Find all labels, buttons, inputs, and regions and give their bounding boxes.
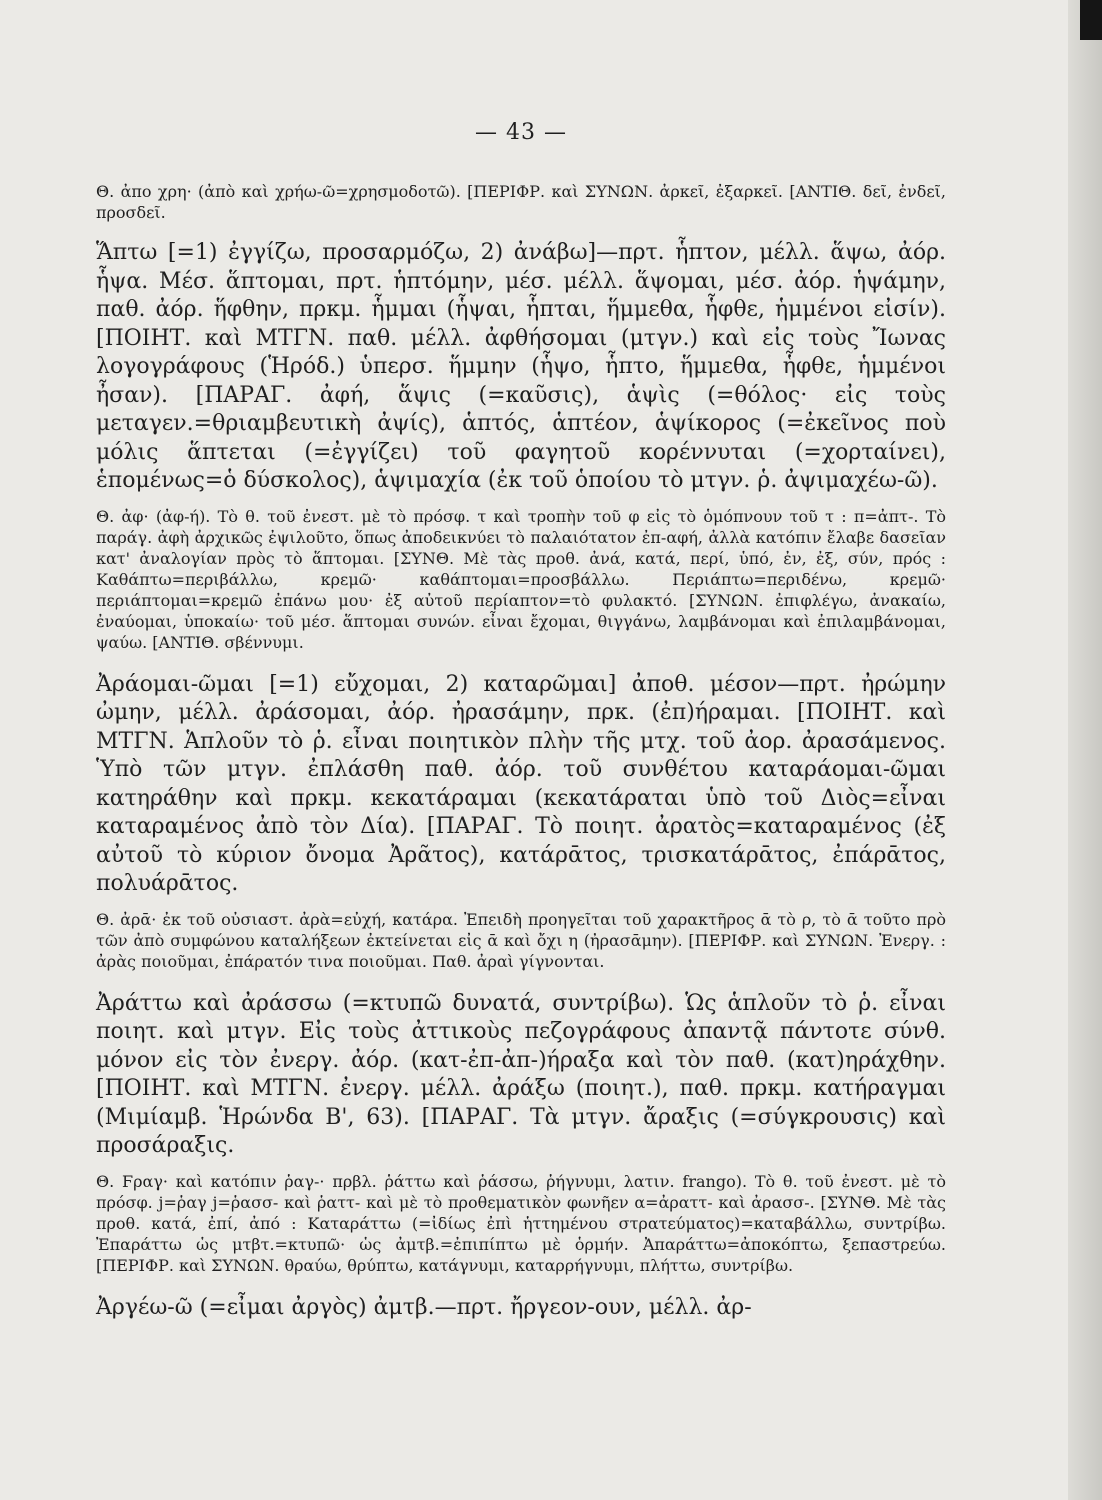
- page-edge-shadow: [1068, 0, 1102, 1500]
- page-number: — 43 —: [475, 120, 567, 145]
- etymology-note: Θ. Ϝραγ· καὶ κατόπιν ῥαγ-· πρβλ. ῥάττω καὶ ῥάσσω, ῥήγνυμι, λατιν. frango). Τὸ θ. τοῦ ἐνεστ. μὲ τὸ πρόσφ. j=ῥαγ j=ῥασσ- καὶ ῥαττ- καὶ μὲ τὸ προθεματικὸν φωνῆεν α=ἀραττ- καὶ ἀρασσ-. [ΣΥΝΘ. Μὲ τὰς προθ. κατά, ἐπί, ἀπό : Καταράττω (=ἰδίως ἐπὶ ἡττημένου στρατεύματος)=καταβάλλω, συντρίβω. Ἐπαράττω ὡς μτβτ.=κτυπῶ· ὡς ἀμτβ.=ἐπιπίπτω μὲ ὁρμήν. Ἀπαράττω=ἀποκόπτω, ξεπαστρεύω. [ΠΕΡΙΦΡ. καὶ ΣΥΝΩΝ. θραύω, θρύπτω, κατάγνυμι, καταρρήγνυμι, πλήττω, συντρίβω.: [96, 1171, 946, 1275]
- spacer: [96, 982, 946, 990]
- dictionary-entry-aratto: Ἀράττω καὶ ἀράσσω (=κτυπῶ δυνατά, συντρίβω). Ὡς ἁπλοῦν τὸ ῥ. εἶναι ποιητ. καὶ μτγν. Εἰς τοὺς ἀττικοὺς πεζογράφους ἀπαντᾷ πάντοτε σύνθ. μόνον εἰς τὸν ἐνεργ. ἀόρ. (κατ-ἐπ-ἀπ-)ήραξα καὶ τὸν παθ. (κατ)ηράχθην. [ΠΟΙΗΤ. καὶ ΜΤΓΝ. ἐνεργ. μέλλ. ἀράξω (ποιητ.), παθ. πρκμ. κατήραγμαι (Μιμίαμβ. Ἡρώνδα Β', 63). [ΠΑΡΑΓ. Τὰ μτγν. ἄραξις (=σύγκρουσις) καὶ προσάραξις.: [96, 990, 946, 1158]
- corner-mark: [1080, 0, 1102, 40]
- spacer: [96, 663, 946, 671]
- etymology-note: Θ. ἀρᾱ· ἐκ τοῦ οὐσιαστ. ἀρὰ=εὐχή, κατάρα. Ἐπειδὴ προηγεῖται τοῦ χαρακτῆρος ᾱ τὸ ρ, τὸ ᾱ τοῦτο πρὸ τῶν ἀπὸ συμφώνου καταλήξεων ἐκτείνεται εἰς ᾱ καὶ ὄχι η (ἠρασᾱμην). [ΠΕΡΙΦΡ. καὶ ΣΥΝΩΝ. Ἐνεργ. : ἀρὰς ποιοῦμαι, ἐπάρατόν τινα ποιοῦμαι. Παθ. ἀραὶ γίγνονται.: [96, 909, 946, 971]
- etymology-note: Θ. ἀπο χρη· (ἀπὸ καὶ χρήω-ῶ=χρησμοδοτῶ). [ΠΕΡΙΦΡ. καὶ ΣΥΝΩΝ. ἀρκεῖ, ἐξαρκεῖ. [ΑΝΤΙΘ. δεῖ, ἐνδεῖ, προσδεῖ.: [96, 182, 946, 222]
- dictionary-entry-argeo: Ἀργέω-ῶ (=εἶμαι ἀργὸς) ἀμτβ.—πρτ. ἤργεον-ουν, μέλλ. ἀρ-: [96, 1294, 752, 1320]
- dictionary-entry-hapto: Ἅπτω [=1) ἐγγίζω, προσαρμόζω, 2) ἀνάβω]—πρτ. ἧπτον, μέλλ. ἅψω, ἀόρ. ἧψα. Μέσ. ἅπτομαι, πρτ. ἡπτόμην, μέσ. μέλλ. ἅψομαι, μέσ. ἀόρ. ἡψάμην, παθ. ἀόρ. ἥφθην, πρκμ. ἧμμαι (ἧψαι, ἧπται, ἥμμεθα, ἧφθε, ἡμμένοι εἰσίν). [ΠΟΙΗΤ. καὶ ΜΤΓΝ. παθ. μέλλ. ἀφθήσομαι (μτγν.) καὶ εἰς τοὺς Ἴωνας λογογράφους (Ἡρόδ.) ὑπερσ. ἥμμην (ἧψο, ἧπτο, ἥμμεθα, ἧφθε, ἡμμένοι ἦσαν). [ΠΑΡΑΓ. ἀφή, ἅψις (=καῦσις), ἁψὶς (=θόλος· εἰς τοὺς μεταγεν.=θριαμβευτικὴ ἀψίς), ἁπτός, ἁπτέον, ἁψίκορος (=ἐκεῖνος ποὺ μόλις ἅπτεται (=ἐγγίζει) τοῦ φαγητοῦ κορέννυται (=χορταίνει), ἑπομένως=ὁ δύσκολος), ἁψιμαχία (ἐκ τοῦ ὁποίου τὸ μτγν. ῥ. ἀψιμαχέω-ῶ).: [96, 240, 946, 493]
- dictionary-entry-araomai: Ἀράομαι-ῶμαι [=1) εὔχομαι, 2) καταρῶμαι] ἀποθ. μέσον—πρτ. ἠρώμην ὠμην, μέλλ. ἀράσομαι, ἀόρ. ἠρασάμην, πρκ. (ἐπ)ήραμαι. [ΠΟΙΗΤ. καὶ ΜΤΓΝ. Ἁπλοῦν τὸ ῥ. εἶναι ποιητικὸν πλὴν τῆς μτχ. τοῦ ἀορ. ἀρασάμενος. Ὑπὸ τῶν μτγν. ἐπλάσθη παθ. ἀόρ. τοῦ συνθέτου καταράομαι-ῶμαι κατηράθην καὶ πρκμ. κεκατάραμαι (κεκατάραται ὑπὸ τοῦ Διὸς=εἶναι καταραμένος ἀπὸ τὸν Δία). [ΠΑΡΑΓ. Τὸ ποιητ. ἀρατὸς=καταραμένος (ἐξ αὐτοῦ τὸ κύριον ὄνομα Ἀρᾶτος), κατάρᾱτος, τρισκατάρᾱτος, ἐπάρᾱτος, πολυάρᾱτος.: [96, 671, 946, 896]
- spacer: [96, 1286, 946, 1294]
- etymology-note: Θ. ἀφ· (ἀφ-ή). Τὸ θ. τοῦ ἐνεστ. μὲ τὸ πρόσφ. τ καὶ τροπὴν τοῦ φ εἰς τὸ ὁμόπνουν τοῦ τ : π=ἀπτ-. Τὸ παράγ. ἀφὴ ἀρχικῶς ἐψιλοῦτο, ὅπως ἀποδεικνύει τὸ παλαιότατον ἐπ-αφή, ἀλλὰ κατόπιν ἔλαβε δασεῖαν κατ' ἀναλογίαν πρὸς τὸ ἅπτομαι. [ΣΥΝΘ. Μὲ τὰς προθ. ἀνά, κατά, περί, ὑπό, ἐν, ἐξ, σύν, πρός : Καθάπτω=περιβάλλω, κρεμῶ· καθάπτομαι=προσβάλλω. Περιάπτω=περιδένω, κρεμῶ· περιάπτομαι=κρεμῶ ἐπάνω μου· ἐξ αὐτοῦ περίαπτον=τὸ φυλακτό. [ΣΥΝΩΝ. ἐπιφλέγω, ἀνακαίω, ἐναύομαι, ὑποκαίω· τοῦ μέσ. ἅπτομαι συνών. εἶναι ἔχομαι, θιγγάνω, λαμβάνομαι καὶ ἐπιλαμβάνομαι, ψαύω. [ΑΝΤΙΘ. σβέννυμι.: [96, 506, 946, 652]
- page-content: [96, 120, 946, 1332]
